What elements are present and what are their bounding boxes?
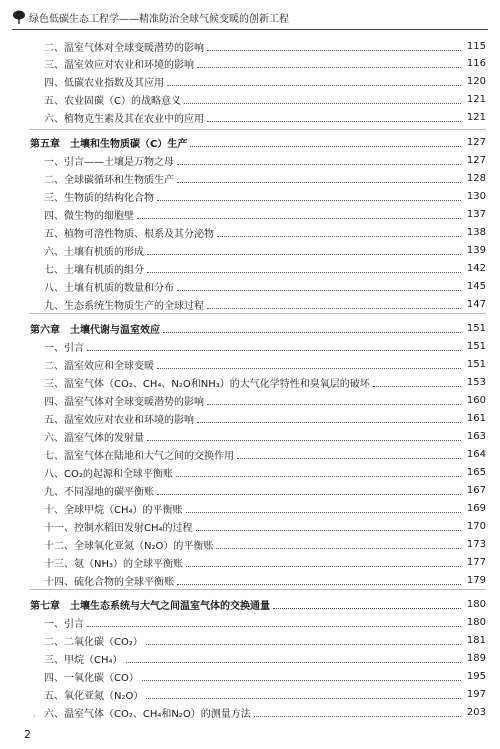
- dot-leader: [186, 511, 461, 513]
- toc-entry: [30, 374, 486, 391]
- toc-entry-title: 六、土壤有机质的形成: [44, 247, 144, 258]
- toc-entry-title: 五、植物可溶性物质、根系及其分泌物: [44, 229, 214, 240]
- toc-page-number: 167: [466, 485, 486, 496]
- book-title: 绿色低碳生态工程学——精准防治全球气候变暖的创新工程: [29, 13, 289, 25]
- dot-leader: [197, 421, 461, 423]
- toc-entry: [30, 428, 486, 445]
- toc-entry-title: 四、微生物的细胞壁: [44, 211, 134, 222]
- toc-page-number: 137: [466, 209, 486, 220]
- dot-leader: [197, 66, 461, 68]
- dot-leader: [142, 679, 461, 681]
- toc-entry: [30, 572, 486, 589]
- dot-leader: [146, 697, 461, 699]
- toc-entry-title: 五、氧化亚氮（N₂O）: [44, 691, 144, 702]
- toc-entry-title: 九、生态系统生物质生产的全球过程: [44, 301, 204, 312]
- toc-entry: [30, 73, 486, 90]
- toc-entry-title: 二、温室气体对全球变暖潜势的影响: [44, 43, 204, 54]
- toc-page-number: 163: [466, 431, 486, 442]
- section-divider: [30, 129, 486, 130]
- dot-leader: [177, 289, 461, 291]
- toc-entry: [30, 704, 486, 721]
- toc-page-number: 121: [466, 112, 486, 123]
- toc-entry-title: 第五章 土壤和生物质碳（C）生产: [30, 139, 188, 150]
- toc-entry-title: 十二、全球氧化亚氮（N₂O）的平衡账: [44, 541, 214, 552]
- dot-leader: [254, 715, 461, 717]
- toc-entry: [30, 650, 486, 667]
- toc-entry-title: 四、温室气体对全球变暖潜势的影响: [44, 397, 204, 408]
- toc-page-number: 127: [466, 155, 486, 166]
- dot-leader: [373, 385, 461, 387]
- footer-dot: ·: [33, 712, 36, 721]
- toc-entry-title: 十四、硫化合物的全球平衡账: [44, 577, 174, 588]
- toc-entry: [30, 91, 486, 108]
- toc-entry-title: 八、土壤有机质的数量和分布: [44, 283, 174, 294]
- dot-leader: [207, 307, 461, 309]
- toc-entry-title: 第六章 土壤代谢与温室效应: [30, 325, 160, 336]
- dot-leader: [87, 625, 461, 627]
- toc-entry-title: 七、土壤有机质的组分: [44, 265, 144, 276]
- toc-page-number: 138: [466, 227, 486, 238]
- dot-leader: [163, 331, 461, 333]
- toc-entry-title: 六、植物克生素及其在农业中的应用: [44, 114, 204, 125]
- dot-leader: [157, 199, 461, 201]
- toc-page-number: 116: [466, 58, 486, 69]
- toc-entry: [30, 500, 486, 517]
- toc-entry-title: 六、温室气体（CO₂、CH₄和N₂O）的测量方法: [44, 709, 251, 720]
- toc-page-number: 115: [466, 41, 486, 52]
- toc-entry: [30, 614, 486, 631]
- dot-leader: [157, 367, 461, 369]
- toc-entry-title: 十、全球甲烷（CH₄）的平衡账: [44, 505, 183, 516]
- dot-leader: [207, 49, 461, 51]
- toc-entry-title: 十三、氨（NH₃）的全球平衡账: [44, 559, 184, 570]
- toc-entry-title: 二、温室效应和全球变暖: [44, 361, 154, 372]
- toc-entry: [30, 170, 486, 187]
- dot-leader: [177, 181, 461, 183]
- dot-leader: [147, 253, 461, 255]
- toc-page-number: 179: [466, 575, 486, 586]
- toc-chapter-entry: [30, 320, 486, 337]
- dot-leader: [237, 457, 461, 459]
- toc-entry: [30, 338, 486, 355]
- toc-page-number: 173: [466, 539, 486, 550]
- dot-leader: [157, 493, 461, 495]
- toc-page-number: 203: [466, 707, 486, 718]
- toc-page-number: 180: [466, 599, 486, 610]
- toc-entry: [30, 668, 486, 685]
- toc-page-number: 145: [466, 281, 486, 292]
- toc-entry: [30, 410, 486, 427]
- dot-leader: [177, 163, 461, 165]
- dot-leader: [207, 403, 461, 405]
- dot-leader: [147, 439, 461, 441]
- toc-page-number: 160: [466, 395, 486, 406]
- toc-page-number: 189: [466, 653, 486, 664]
- toc-entry: [30, 686, 486, 703]
- toc-entry-title: 七、温室气体在陆地和大气之间的交换作用: [44, 451, 234, 462]
- toc-chapter-entry: [30, 596, 486, 613]
- toc-chapter-entry: [30, 134, 486, 151]
- toc-entry: [30, 278, 486, 295]
- toc-page-number: 130: [466, 191, 486, 202]
- dot-leader: [126, 661, 461, 663]
- toc-page-number: 121: [466, 94, 486, 105]
- toc-page-number: 164: [466, 449, 486, 460]
- dot-leader: [273, 607, 461, 609]
- toc-page-number: 127: [466, 137, 486, 148]
- toc-page-number: 139: [466, 245, 486, 256]
- toc-entry-title: 第七章 土壤生态系统与大气之间温室气体的交换通量: [30, 601, 270, 612]
- toc-entry: [30, 632, 486, 649]
- toc-entry: [30, 206, 486, 223]
- dot-leader: [184, 102, 461, 104]
- toc-entry-title: 十一、控制水稻田发射CH₄的过程: [44, 523, 193, 534]
- toc-entry: [30, 109, 486, 126]
- dot-leader: [147, 271, 461, 273]
- toc-entry: [30, 482, 486, 499]
- toc-entry: [30, 224, 486, 241]
- toc-entry-title: 五、农业固碳（C）的战略意义: [44, 96, 181, 107]
- toc-entry: [30, 188, 486, 205]
- dot-leader: [217, 235, 461, 237]
- toc-page-number: 197: [466, 689, 486, 700]
- toc-page-number: 180: [466, 617, 486, 628]
- toc-page-number: 142: [466, 263, 486, 274]
- toc-entry: [30, 242, 486, 259]
- toc-entry: [30, 392, 486, 409]
- page-number: 2: [24, 728, 31, 741]
- toc-page-number: 151: [466, 323, 486, 334]
- toc-page-number: 161: [466, 413, 486, 424]
- toc-entry: [30, 518, 486, 535]
- toc-entry-title: 八、CO₂的起源和全球平衡账: [44, 469, 173, 480]
- toc-entry-title: 二、全球碳循环和生物质生产: [44, 175, 174, 186]
- toc-entry-title: 三、甲烷（CH₄）: [44, 655, 123, 666]
- toc-page-number: 153: [466, 377, 486, 388]
- toc-entry: [30, 260, 486, 277]
- toc-entry-title: 六、温室气体的发射量: [44, 433, 144, 444]
- toc-page-number: 169: [466, 503, 486, 514]
- toc-entry: [30, 38, 486, 55]
- dot-leader: [137, 217, 461, 219]
- toc-entry-title: 三、温室气体（CO₂、CH₄、N₂O和NH₃）的大气化学特性和臭氧层的破坏: [44, 379, 370, 390]
- toc-entry-title: 九、不同湿地的碳平衡账: [44, 487, 154, 498]
- toc-page-number: 151: [466, 359, 486, 370]
- toc-entry: [30, 536, 486, 553]
- toc-entry-title: 三、温室效应对农业和环境的影响: [44, 60, 194, 71]
- dot-leader: [196, 529, 461, 531]
- toc-entry: [30, 464, 486, 481]
- dot-leader: [207, 120, 461, 122]
- toc-entry: [30, 554, 486, 571]
- toc-page-number: 147: [466, 299, 486, 310]
- dot-leader: [167, 84, 461, 86]
- toc-entry: [30, 152, 486, 169]
- section-divider: [30, 313, 486, 314]
- toc-page-number: 177: [466, 557, 486, 568]
- toc-entry-title: 三、生物质的结构化合物: [44, 193, 154, 204]
- toc-page-number: 128: [466, 173, 486, 184]
- toc-entry: [30, 296, 486, 313]
- toc-page-number: 120: [466, 76, 486, 87]
- dot-leader: [146, 643, 461, 645]
- dot-leader: [87, 349, 461, 351]
- toc-entry-title: 五、温室效应对农业和环境的影响: [44, 415, 194, 426]
- toc-page-number: 195: [466, 671, 486, 682]
- toc-page-number: 151: [466, 341, 486, 352]
- section-divider: [30, 589, 486, 590]
- toc-entry: [30, 356, 486, 373]
- toc-page-number: 181: [466, 635, 486, 646]
- toc-page-number: 165: [466, 467, 486, 478]
- toc-entry-title: 一、引言: [44, 619, 84, 630]
- toc-entry-title: 四、低碳农业指数及其应用: [44, 78, 164, 89]
- toc-page-number: 170: [466, 521, 486, 532]
- dot-leader: [176, 475, 461, 477]
- toc-entry: [30, 55, 486, 72]
- toc-entry-title: 二、二氧化碳（CO₂）: [44, 637, 143, 648]
- dot-leader: [216, 547, 461, 549]
- dot-leader: [177, 583, 461, 585]
- toc-entry-title: 一、引言: [44, 343, 84, 354]
- toc-entry-title: 四、一氧化碳（CO）: [44, 673, 139, 684]
- toc-entry: [30, 446, 486, 463]
- toc-entry-title: 一、引言——土壤是万物之母: [44, 157, 174, 168]
- dot-leader: [190, 145, 461, 147]
- dot-leader: [186, 565, 461, 567]
